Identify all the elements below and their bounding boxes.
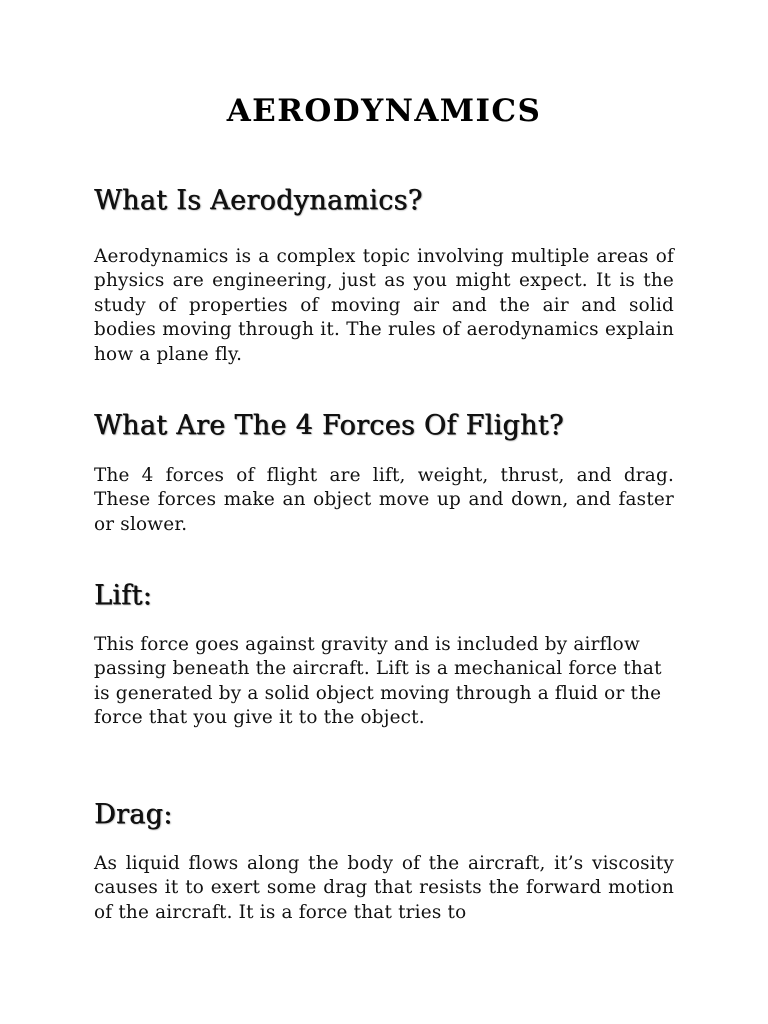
section-body-drag: As liquid flows along the body of the aircraft, it’s viscosity causes it to exert some drag that resists the forward motion of the aircraft. It is a force that tries to — [94, 853, 674, 923]
section-heading-what-is-aerodynamics: What Is Aerodynamics? — [94, 185, 423, 216]
section-body-four-forces: The 4 forces of flight are lift, weight, thrust, and drag. These forces make an object move up and down, and faster or slower. — [94, 465, 674, 535]
document-title: AERODYNAMICS — [226, 93, 542, 129]
section-body-what-is-aerodynamics: Aerodynamics is a complex topic involving multiple areas of physics are engineering, just as you might expect. It is the study of properties of moving air and the air and solid bodies moving through it. The rules of aerodynamics explain how a plane fly. — [94, 246, 674, 365]
section-heading-drag: Drag: — [94, 799, 173, 830]
section-body-lift: This force goes against gravity and is included by airflow passing beneath the aircraft. Lift is a mechanical force that is generated by a solid object moving through a fluid or the force that you give it to the object. — [94, 634, 662, 729]
section-heading-four-forces: What Are The 4 Forces Of Flight? — [94, 410, 564, 441]
section-heading-lift: Lift: — [94, 580, 153, 611]
